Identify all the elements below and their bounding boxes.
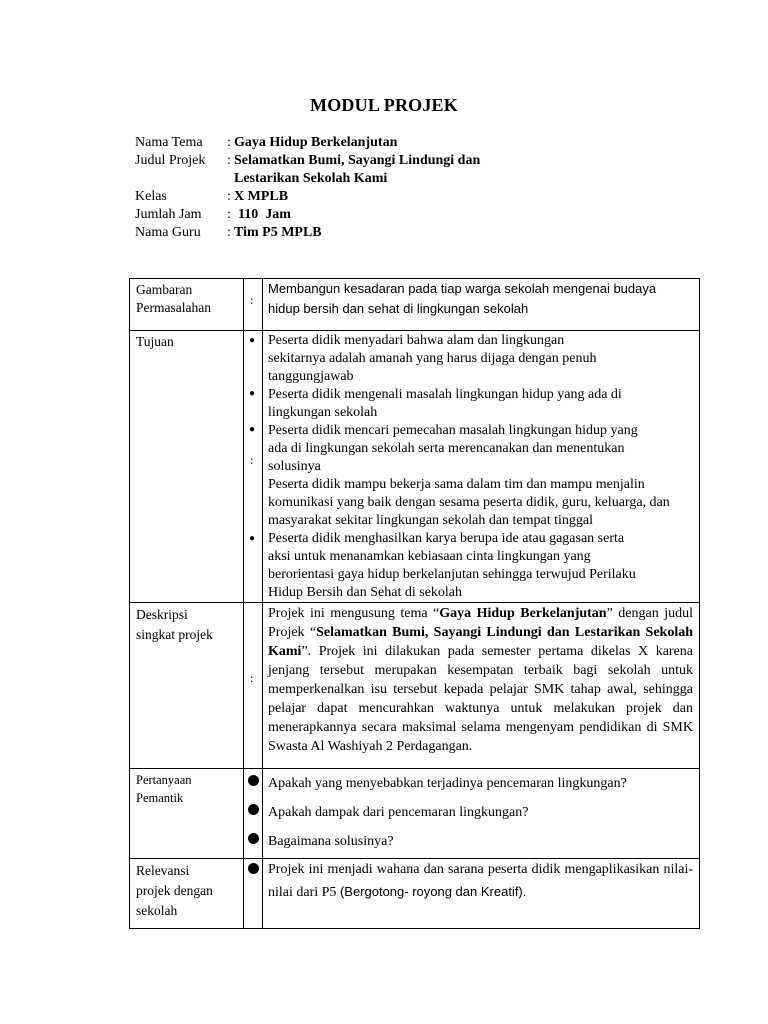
row-content — [263, 769, 700, 859]
bullet-icon — [248, 833, 259, 844]
table-row-pertanyaan — [130, 769, 700, 859]
bullet-icon: ● — [249, 335, 256, 346]
table-row-deskripsi — [130, 603, 700, 769]
row-content — [263, 859, 700, 929]
list-item: Peserta didik mampu bekerja sama dalam tim dan mampu menjalin — [268, 477, 645, 492]
bullet-icon — [248, 804, 259, 815]
meta-value: Gaya Hidup Berkelanjutan — [234, 135, 398, 150]
meta-label: Nama Tema — [135, 135, 203, 150]
meta-row-theme — [135, 134, 534, 152]
table-row-gambaran — [130, 279, 700, 331]
relevance-part: Projek ini menjadi wahana dan sarana peserta didik mengaplikasikan nilai-nilai dari P5 — [268, 862, 693, 900]
row-content — [263, 603, 700, 769]
description-part: Projek ini mengusung tema “ — [268, 606, 440, 621]
project-table — [129, 278, 700, 929]
list-item-line: aksi untuk menanamkan kebiasaan cinta lingkungan yang — [268, 549, 591, 564]
meta-colon: : — [227, 189, 231, 204]
bullet-cell — [244, 769, 263, 859]
description-part: ” dengan judul Projek “ — [268, 606, 693, 640]
row-label-line: sekolah — [136, 903, 178, 918]
colon-cell — [244, 279, 263, 331]
list-item: Bagaimana solusinya? — [268, 834, 394, 849]
bullet-icon: ● — [249, 388, 256, 399]
meta-row-hours — [135, 206, 534, 224]
list-item: Apakah dampak dari pencemaran lingkungan? — [268, 805, 529, 820]
row-label — [130, 769, 244, 859]
meta-value-wrap — [234, 152, 534, 188]
list-item: Peserta didik mencari pemecahan masalah lingkungan hidup yang — [268, 423, 638, 438]
meta-value-wrap — [234, 206, 534, 224]
row-content — [263, 279, 700, 331]
content-text — [268, 279, 693, 319]
row-label-line: Pertanyaan — [136, 773, 192, 787]
relevance-text — [268, 859, 693, 904]
meta-colon: : — [227, 207, 231, 222]
list-item-line: Hidup Bersih dan Sehat di sekolah — [268, 585, 463, 600]
meta-value: X MPLB — [234, 189, 289, 204]
meta-value: 110 Jam — [238, 207, 291, 222]
module-meta — [135, 134, 534, 242]
meta-label: Nama Guru — [135, 225, 201, 240]
question-list — [268, 769, 693, 856]
row-label-line: Relevansi — [136, 863, 190, 878]
description-project-title: Selamatkan Bumi, Sayangi Lindungi dan Lestarikan Sekolah Kami — [268, 625, 693, 659]
colon-mark: : — [250, 293, 254, 307]
relevance-values: (Bergotong- royong dan Kreatif). — [339, 884, 527, 899]
meta-label: Judul Projek — [135, 153, 206, 168]
meta-label: Jumlah Jam — [135, 207, 202, 222]
row-label-line: Tujuan — [136, 334, 174, 349]
row-label — [130, 279, 244, 331]
row-label-line: Pemantik — [136, 791, 184, 805]
list-item: Peserta didik menghasilkan karya berupa ide atau gagasan serta — [268, 531, 625, 546]
row-label-line: projek dengan — [136, 883, 213, 898]
meta-colon: : — [227, 225, 231, 240]
meta-value: Tim P5 MPLB — [234, 225, 322, 240]
description-part: ”. Projek ini dilakukan pada semester pertama dikelas X karena jenjang tersebut merupakan kesempatan terbaik bagi sekolah untuk memperkenalkan isu tersebut kepada pelajar SMK tahap awal, sehingga pelajar dapat mencurahkan waktunya untuk melakukan projek dan menerapkannya secara maksimal selama mengenyam pendidikan di SMK Swasta Al Washiyah 2 Perdagangan. — [268, 644, 693, 754]
bullet-icon — [248, 863, 259, 874]
meta-row-class — [135, 188, 534, 206]
list-item-line: solusinya — [268, 459, 321, 474]
meta-colon: : — [227, 153, 231, 168]
row-label — [130, 603, 244, 769]
row-label-line: Deskripsi — [136, 607, 188, 622]
bullet-icon: ● — [249, 424, 256, 435]
row-label-line: singkat projek — [136, 627, 213, 642]
row-label-line: Gambaran — [136, 282, 193, 297]
list-item: Peserta didik menyadari bahwa alam dan lingkungan — [268, 333, 565, 348]
list-item: Peserta didik mengenali masalah lingkungan hidup yang ada di — [268, 387, 622, 402]
list-item-line: sekitarnya adalah amanah yang harus dijaga dengan penuh — [268, 351, 597, 366]
objectives-list — [268, 331, 693, 602]
colon-mark: : — [250, 671, 254, 685]
meta-row-teacher — [135, 224, 534, 242]
colon-cell — [244, 603, 263, 769]
colon-mark: : — [250, 453, 254, 467]
description-theme: Gaya Hidup Berkelanjutan — [439, 606, 607, 621]
list-item-line: berorientasi gaya hidup berkelanjutan sehingga terwujud Perilaku — [268, 567, 636, 582]
content-line: Membangun kesadaran pada tiap warga sekolah mengenai budaya — [268, 281, 657, 296]
row-label-line: Permasalahan — [136, 300, 211, 315]
bullet-cell — [244, 331, 263, 603]
row-label — [130, 331, 244, 603]
bullet-cell — [244, 859, 263, 929]
table-row-relevansi — [130, 859, 700, 929]
list-item-line: komunikasi yang baik dengan sesama peserta didik, guru, keluarga, dan — [268, 495, 670, 510]
list-item-line: lingkungan sekolah — [268, 405, 378, 420]
list-item-line: tanggungjawab — [268, 369, 354, 384]
meta-row-project-title — [135, 152, 534, 188]
row-content — [263, 331, 700, 603]
list-item-line: masyarakat sekitar lingkungan sekolah dan tempat tinggal — [268, 513, 594, 528]
list-item: Apakah yang menyebabkan terjadinya pencemaran lingkungan? — [268, 776, 627, 791]
list-item-line: ada di lingkungan sekolah serta merencanakan dan menentukan — [268, 441, 625, 456]
meta-label: Kelas — [135, 189, 167, 204]
content-line: hidup bersih dan sehat di lingkungan sekolah — [268, 301, 529, 316]
meta-value-continued: Lestarikan Sekolah Kami — [234, 171, 388, 186]
meta-colon: : — [227, 135, 231, 150]
description-text — [268, 603, 693, 756]
bullet-icon: ● — [249, 533, 256, 544]
table-row-tujuan — [130, 331, 700, 603]
bullet-icon — [248, 775, 259, 786]
document-title: MODUL PROJEK — [310, 95, 458, 115]
row-label — [130, 859, 244, 929]
meta-value: Selamatkan Bumi, Sayangi Lindungi dan — [234, 153, 481, 168]
